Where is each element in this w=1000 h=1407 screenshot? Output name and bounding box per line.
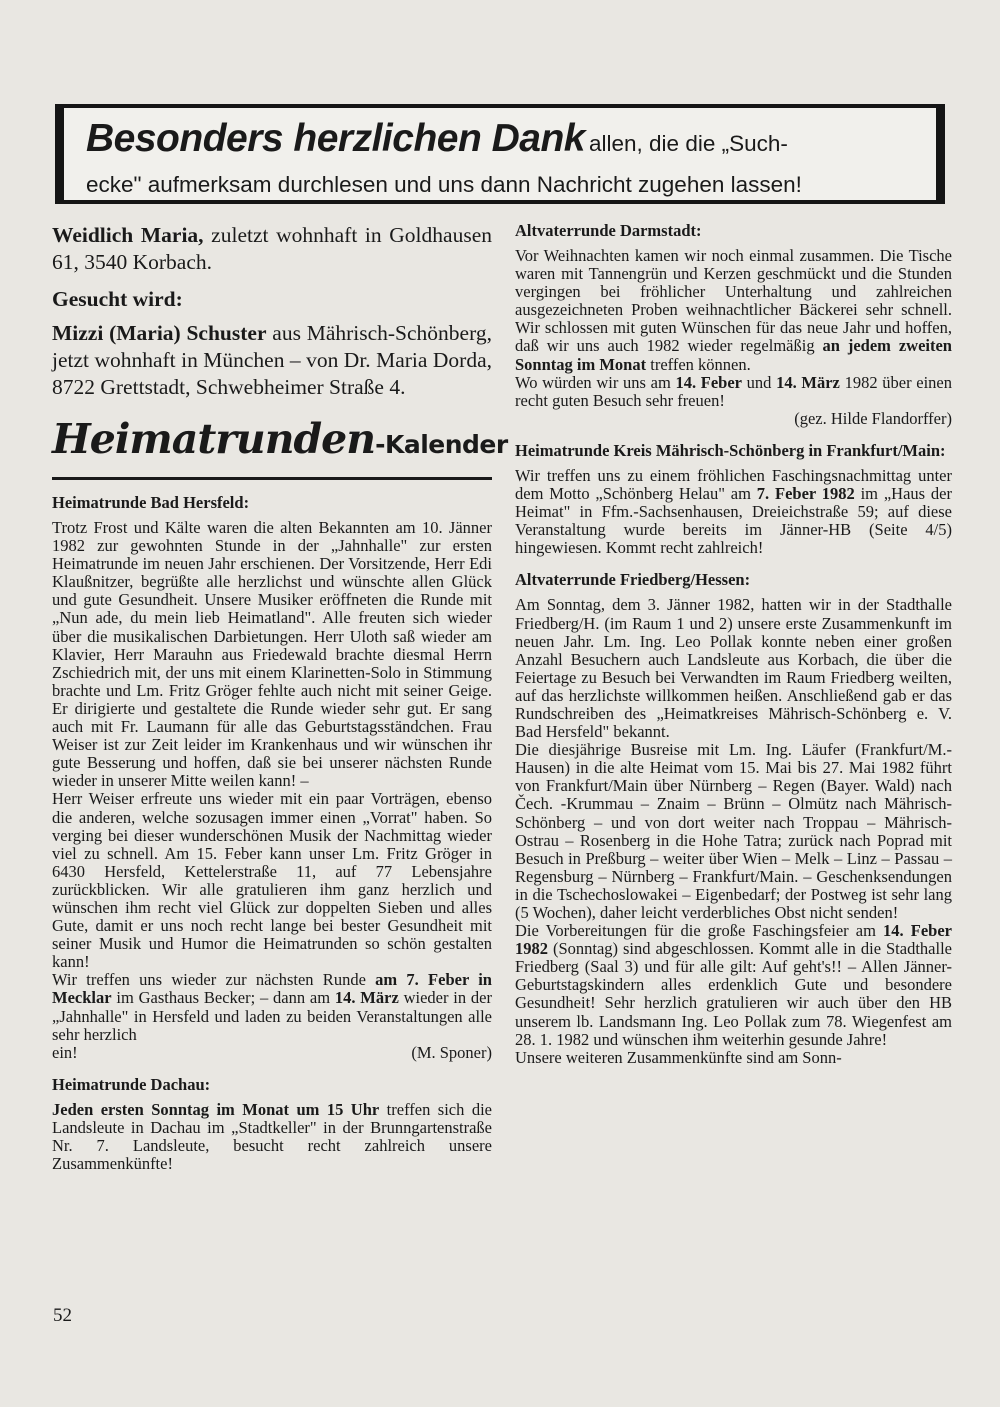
darmstadt-p2-text-3: 1982 über einen recht guten Besuch sehr freuen! xyxy=(515,372,952,410)
section-title-friedberg: Altvaterrunde Friedberg/Hessen: xyxy=(515,570,751,590)
hersfeld-signature-row xyxy=(52,1044,492,1062)
hersfeld-p3-text-3: wieder in der „Jahnhalle" in Hersfeld und laden zu beiden Veranstaltungen alle sehr herzlich xyxy=(52,988,492,1044)
darmstadt-paragraph-1 xyxy=(515,247,952,374)
dachau-schedule: Jeden ersten Sonntag im Monat um 15 Uhr xyxy=(52,1099,380,1119)
banner-text: allen, die die „Such- xyxy=(589,131,788,156)
darmstadt-p2-date: 14. Feber xyxy=(675,372,742,392)
wanted-person-details: zuletzt wohnhaft in Goldhausen 61, 3540 Korbach. xyxy=(52,223,492,274)
hersfeld-p3-date-2: 14. März xyxy=(334,988,399,1008)
dachau-paragraph xyxy=(52,1101,492,1173)
friedberg-paragraph-3 xyxy=(515,922,952,1049)
darmstadt-text-2: treffen können. xyxy=(646,354,751,374)
thanks-banner xyxy=(55,104,945,204)
frankfurt-text: Wir treffen uns zu einem fröhlichen Faschingsnachmittag unter dem Motto „Schönberg Helau" am xyxy=(515,465,952,504)
frankfurt-paragraph xyxy=(515,467,952,557)
darmstadt-text: Vor Weihnachten kamen wir noch einmal zusammen. Die Tische waren mit Tannengrün und Kerzen geschmückt und die Stunden vergingen bei fröhlicher Unterhaltung und zahlreichen ausgezeichneten Proben weihnachtlicher Bäckerei sehr schnell. Wir schlossen mit guten Wünschen für das neue Jahr und hoffen, daß wir uns auch 1982 wieder regelmäßig xyxy=(515,246,952,356)
banner-headline: Besonders herzlichen Dank xyxy=(86,117,585,160)
gesucht-label: Gesucht wird: xyxy=(52,287,183,311)
dachau-text: treffen sich die Landsleute in Dachau im „Stadtkeller" in der Brunngartenstraße Nr. 7. Landsleute, besucht recht zahlreich unsere Zusammenkünfte! xyxy=(52,1099,493,1174)
page-number: 52 xyxy=(53,1305,72,1326)
darmstadt-p2-text-2: und xyxy=(742,372,777,392)
section-title-dachau: Heimatrunde Dachau: xyxy=(52,1074,211,1094)
left-column xyxy=(52,222,508,1174)
right-column xyxy=(515,222,952,1067)
friedberg-paragraph-1: Am Sonntag, dem 3. Jänner 1982, hatten wir in der Stadthalle Friedberg/H. (im Raum 1 und 2) unsere erste Zusammenkunft im neuen Jahr. Lm. Ing. Leo Pollak konnte neben einer großen Anzahl Besuchern auch Landsleute aus Korbach, die über die Feiertage zu Besuch bei Verwandten im Raum Friedberg weilten, auf das herzlichste willkommen heißen. Anschließend gab er das Rundschreiben des „Heimatkreises Mährisch-Schönberg e. V. Bad Hersfeld" bekannt. xyxy=(515,595,952,742)
darmstadt-p2-text: Wo würden wir uns am xyxy=(515,372,676,392)
kalender-headline xyxy=(52,415,508,480)
friedberg-paragraph-4: Unsere weiteren Zusammenkünfte sind am Sonn- xyxy=(515,1047,842,1067)
hersfeld-p3-text-2: im Gasthaus Becker; – dann am xyxy=(111,988,335,1008)
hersfeld-p3-text: Wir treffen uns wieder zur nächsten Runde xyxy=(52,970,376,990)
frankfurt-date: 7. Feber 1982 xyxy=(756,484,855,504)
banner-line-1 xyxy=(86,116,922,170)
section-title-darmstadt: Altvaterrunde Darmstadt: xyxy=(515,221,702,240)
darmstadt-paragraph-2 xyxy=(515,374,952,410)
sought-name: Mizzi (Maria) Schuster xyxy=(52,321,267,345)
hersfeld-paragraph-1: Trotz Frost und Kälte waren die alten Bekannten am 10. Jänner 1982 zur gewohnten Stunde in der „Jahnhalle" zur ersten Heimatrunde im neuen Jahr erschienen. Der Vorsitzende, Herr Edi Klaußnitzer, begrüßte alle herzlichst und wünschte allen Glück und gute Gesundheit. Unsere Musiker eröffneten die Runde mit „Nun ade, du mein lieb Heimatland". Alle freuten sich wieder über die musikalischen Darbietungen. Herr Uloth saß wieder am Klavier, Herr Marauhn aus Friedewald brachte diesmal Herrn Zschiedrich mit, der uns mit einem Klarinetten-Solo in Stimmung brachte und Lm. Fritz Gröger fehlte auch nicht mit seiner Geige. Er dirigierte und gestaltete die Runde wieder sehr gut. Er sang auch mit Fr. Laumann für alle das Geburtstagsständchen. Frau Weiser ist zur Zeit leider im Krankenhaus und wir wünschen ihr gute Besserung und hoffen, daß sie bei unserer nächsten Runde wieder in unserer Mitte weilen kann! – xyxy=(52,518,492,791)
wanted-person-entry xyxy=(52,222,492,276)
banner-text-line-2: ecke" aufmerksam durchlesen und uns dann Nachricht zugehen lassen! xyxy=(86,172,802,197)
frankfurt-text-2: im „Haus der Heimat" in Ffm.-Sachsenhausen, Dreieichstraße 59; auf diese Veranstaltung wurde bereits im Jänner-HB (Seite 4/5) hingewiesen. Kommt recht zahlreich! xyxy=(515,484,952,558)
searcher-entry xyxy=(52,320,492,401)
darmstadt-schedule: an jedem zweiten Sonntag im Monat xyxy=(515,336,952,374)
section-title-frankfurt: Heimatrunde Kreis Mährisch-Schönberg in Frankfurt/Main: xyxy=(515,440,946,460)
friedberg-p3-text: Die Vorbereitungen für die große Faschingsfeier am xyxy=(515,921,884,941)
hersfeld-paragraph-3 xyxy=(52,971,492,1043)
darmstadt-signature: (gez. Hilde Flandorffer) xyxy=(794,408,952,428)
section-title-bad-hersfeld: Heimatrunde Bad Hersfeld: xyxy=(52,493,250,512)
friedberg-p3-text-2: (Sonntag) sind abgeschlossen. Kommt alle in die Stadthalle Friedberg (Saal 3) und für alle gilt: Auf geht's!! – Allen Jänner-Geburtstagskindern alles erdenklich Gute und besondere Gesundheit! Sehr herzlich gratulieren wir auch über den HB unserem lb. Landsmann Ing. Leo Pollak zum 78. Wiegenfest am 28. 1. 1982 und wünschen ihm weiterhin gesunde Jahre! xyxy=(515,939,952,1049)
wanted-person-name: Weidlich Maria, xyxy=(52,223,204,247)
friedberg-p3-date: 14. Feber 1982 xyxy=(515,921,952,959)
sought-details: aus Mährisch-Schönberg, jetzt wohnhaft in München – von Dr. Maria Dorda, 8722 Grettstadt, Schwebheimer Straße 4. xyxy=(52,321,492,399)
darmstadt-p2-date-2: 14. März xyxy=(776,372,840,392)
hersfeld-p3-date: am 7. Feber in Mecklar xyxy=(52,970,492,1008)
hersfeld-end: ein! xyxy=(52,1042,78,1062)
friedberg-paragraph-2: Die diesjährige Busreise mit Lm. Ing. Läufer (Frankfurt/M.-Hausen) in die alte Heimat vom 15. Mai bis 27. Mai 1982 führt von Frankfurt/Main über Nürnberg – Regen (Bayer. Wald) nach Čech. -Krummau – Znaim – Brünn – Olmütz nach Mährisch-Schönberg – und von dort weiter nach Troppau – Mährisch-Ostrau – Rosenberg in die Hohe Tatra; zurück nach Poprad mit Besuch in Preßburg – weiter über Wien – Melk – Linz – Passau – Regensburg – Nürnberg – Frankfurt/Main. – Geschenksendungen in die Tschechoslowakei – Eigenbedarf; der Postweg ist sehr lang (5 Wochen), daher leicht verderbliches Obst nicht senden! xyxy=(515,740,952,922)
hersfeld-paragraph-2: Herr Weiser erfreute uns wieder mit ein paar Vorträgen, ebenso die anderen, welche sozusagen immer einen „Vorrat" haben. So verging bei dieser wunderschönen Musik der Nachmittag wieder viel zu schnell. Am 15. Feber kann unser Lm. Fritz Gröger in 6430 Hersfeld, Kettelerstraße 11, auf 77 Lebensjahre zurückblicken. Wir alle gratulieren ihm ganz herzlich und wünschen ihm recht viel Glück zur doppelten Sieben und alles Gute, damit er uns noch recht lange bei bester Gesundheit mit seiner Musik und Humor die Heimatrunden so schön gestalten kann! xyxy=(52,789,492,972)
kalender-script-word: Heimatrunden xyxy=(52,415,376,463)
hersfeld-signature: (M. Sponer) xyxy=(411,1042,492,1062)
kalender-block-word: -Kalender xyxy=(375,430,508,459)
